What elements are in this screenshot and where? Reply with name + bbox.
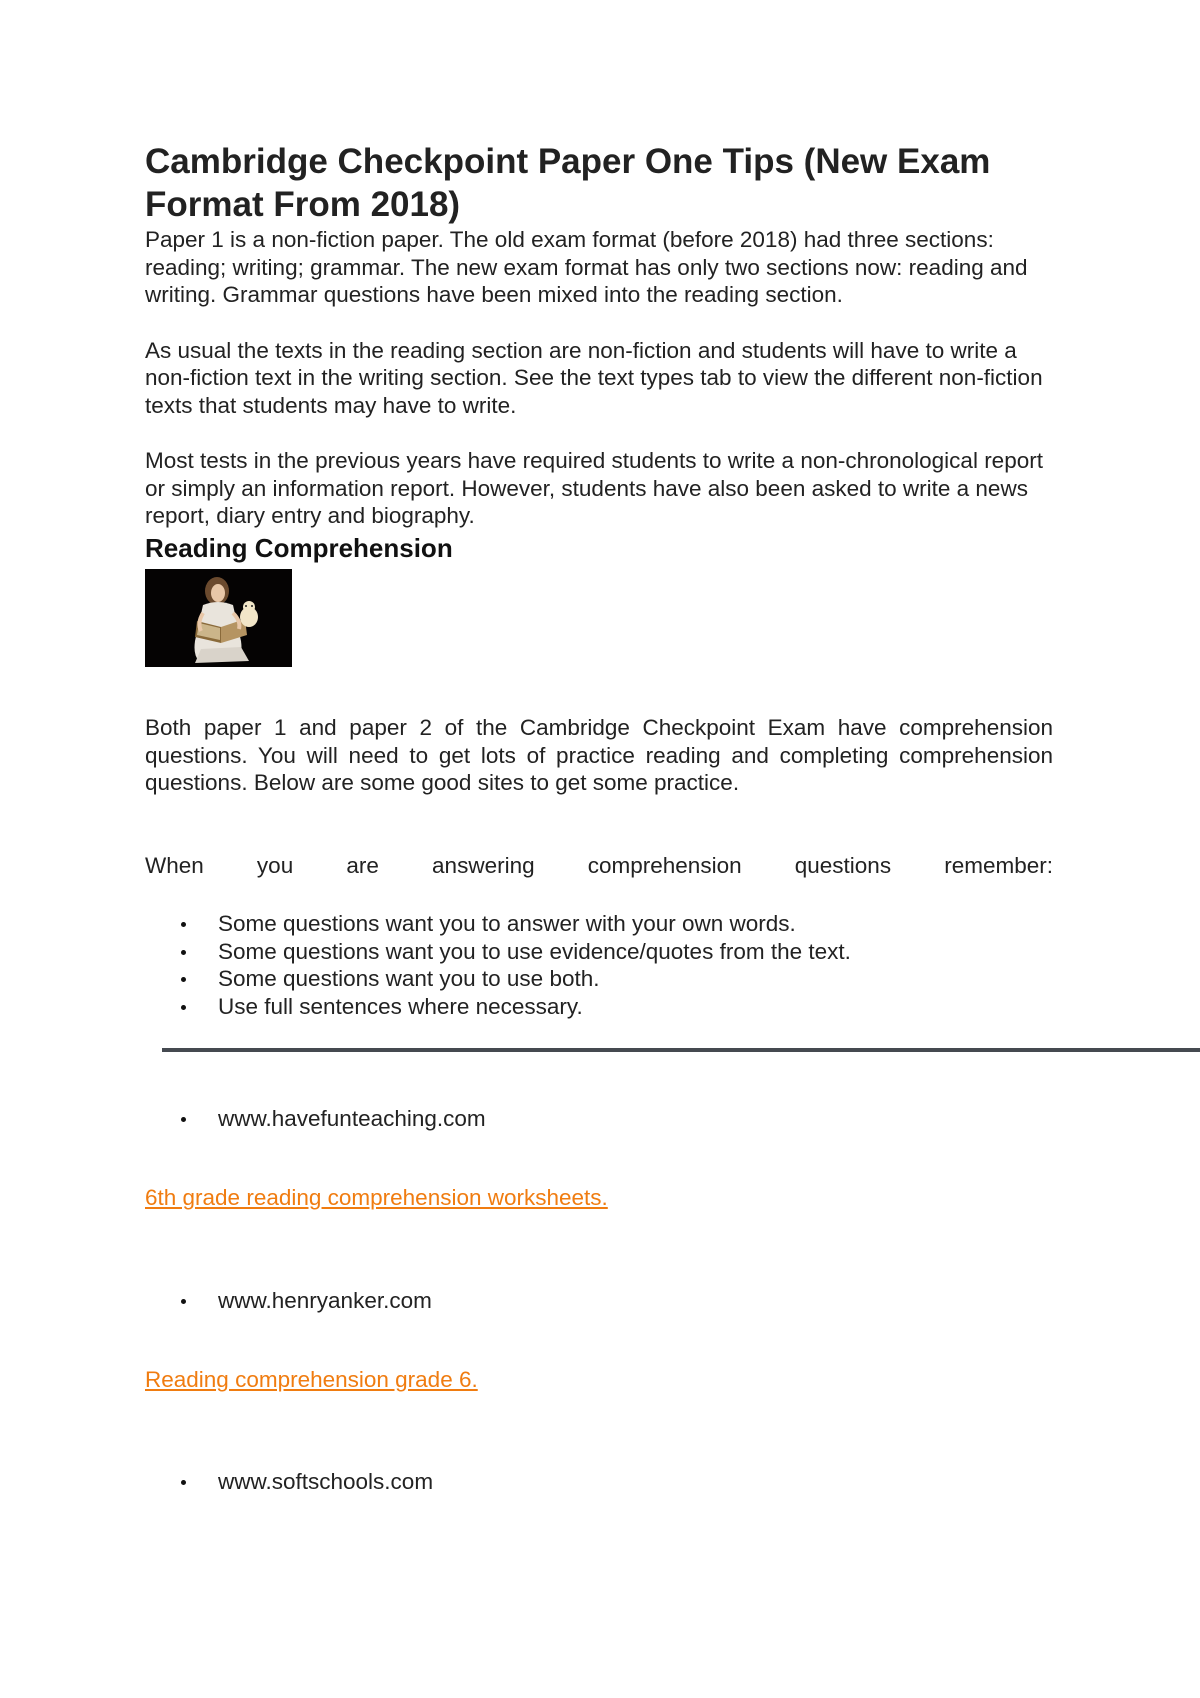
bullet-icon: [181, 977, 186, 982]
site-list-havefunteaching: [145, 1105, 486, 1133]
list-item: [181, 1468, 433, 1496]
list-item: [181, 1105, 486, 1133]
horizontal-divider: [162, 1048, 1200, 1052]
remember-list: [145, 910, 1089, 1020]
intro-paragraph-1: Paper 1 is a non-fiction paper. The old exam format (before 2018) had three sections: reading; writing; grammar. The new exam format has only two sections now: reading and writing. Grammar questions have been mixed into the reading section.: [145, 227, 1028, 307]
bullet-icon: [181, 1117, 186, 1122]
bullet-icon: [181, 1005, 186, 1010]
intro-paragraph-2: As usual the texts in the reading section are non-fiction and students will have to write a non-fiction text in the writing section. See the text types tab to view the different non-fiction texts that students may have to write.: [145, 337, 1043, 418]
document-body: [145, 140, 1053, 667]
site-url-softschools: www.softschools.com: [218, 1469, 434, 1494]
remember-intro: When you are answering comprehension questions remember:: [145, 853, 1053, 878]
site-url-havefunteaching: www.havefunteaching.com: [218, 1106, 486, 1131]
site-list-henryanker: [145, 1287, 432, 1315]
intro-paragraph-3: Most tests in the previous years have required students to write a non-chronological report or simply an information report. However, students have also been asked to write a news report, diary entry and biography.: [145, 448, 1043, 528]
bullet-icon: [181, 950, 186, 955]
list-item: Some questions want you to use both.: [181, 965, 1089, 993]
list-item: Some questions want you to answer with your own words.: [181, 910, 1089, 938]
comprehension-paragraph: Both paper 1 and paper 2 of the Cambridge Checkpoint Exam have comprehension questions. You will need to get lots of practice reading and completing comprehension questions. Below are some good sites to get some practice.: [145, 715, 1053, 795]
bullet-icon: [181, 922, 186, 927]
list-item: Some questions want you to use evidence/quotes from the text.: [181, 938, 1089, 966]
girl-reading-book-image: [145, 569, 292, 667]
page-title: Cambridge Checkpoint Paper One Tips (New Exam Format From 2018): [145, 142, 991, 224]
link-6th-grade-worksheets[interactable]: 6th grade reading comprehension worksheets.: [145, 1185, 608, 1210]
site-list-softschools: [145, 1468, 433, 1496]
bullet-icon: [181, 1299, 186, 1304]
list-item: Use full sentences where necessary.: [181, 993, 1089, 1021]
list-item: [181, 1287, 432, 1315]
link-reading-comprehension-grade-6[interactable]: Reading comprehension grade 6.: [145, 1367, 478, 1392]
section-heading-reading-comprehension: Reading Comprehension: [145, 532, 453, 563]
bullet-icon: [181, 1480, 186, 1485]
site-url-henryanker: www.henryanker.com: [218, 1288, 432, 1313]
